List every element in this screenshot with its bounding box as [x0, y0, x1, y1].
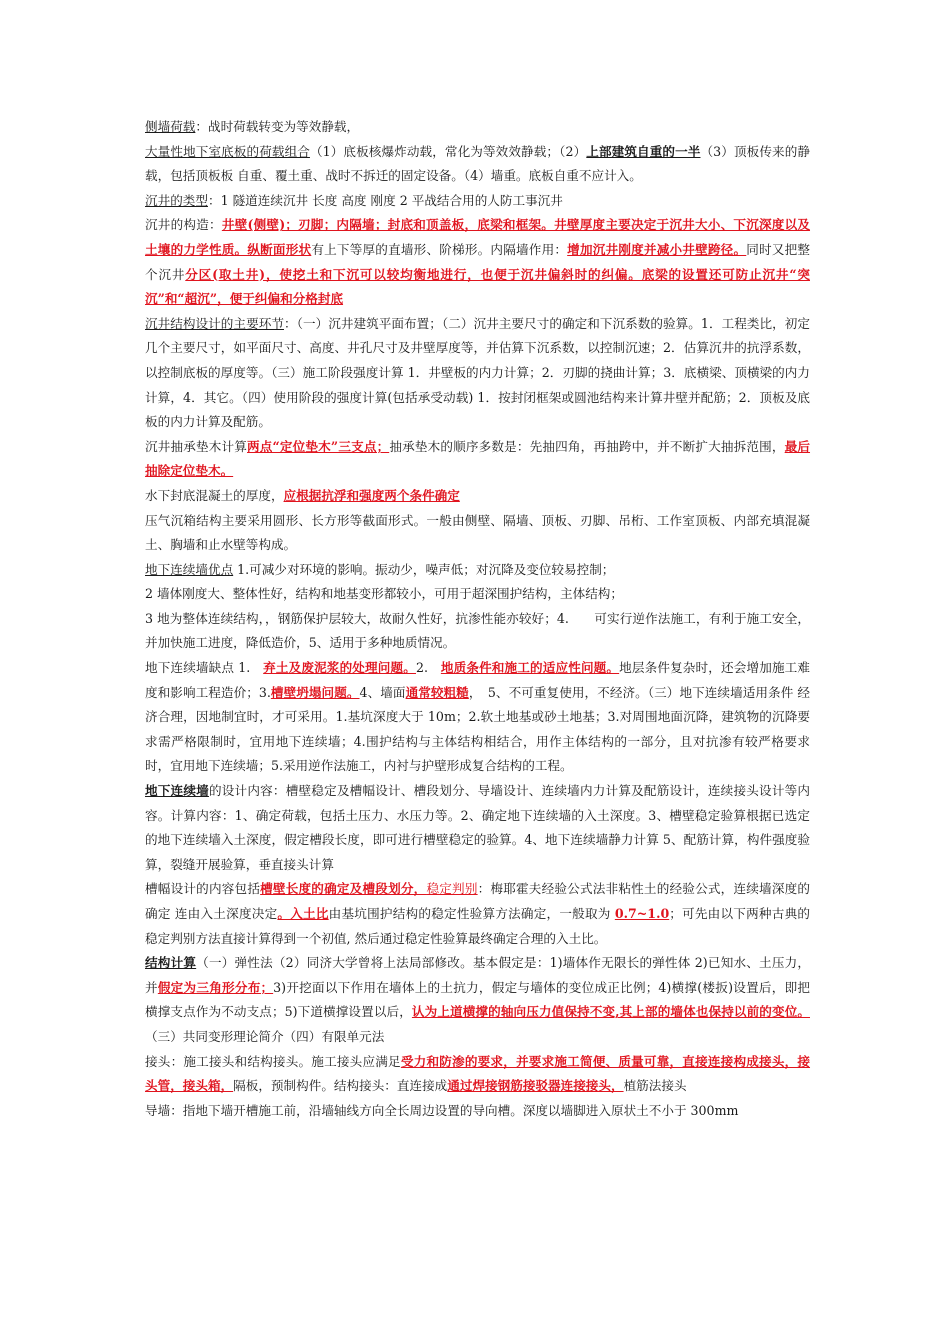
- text-run: 大量性地下室底板的荷载组合: [145, 143, 310, 159]
- text-run: （3）顶板传来的静载，包括顶板板 自重、覆土重、战时不拆迁的固定设备。（4）墙重。底板自重不应计入。: [145, 143, 810, 184]
- text-run: 2 墙体刚度大、整体性好，结构和地基变形都较小，可用于超深围护结构，主体结构；: [145, 586, 623, 602]
- text-run: 接头：施工接头和结构接头。施工接头应满足: [145, 1053, 401, 1069]
- text-run: 沉井结构设计的主要环节: [145, 315, 284, 331]
- paragraph: [145, 607, 810, 656]
- text-run: ：（一）沉井建筑平面布置；（二）沉井主要尺寸的确定和下沉系数的验算。1．工程类比，初定几个主要尺寸，如平面尺寸、高度、井孔尺寸及井壁厚度等，并估算下沉系数，以控制沉速；2．估算沉井的抗浮系数，以控制底板的厚度等。（三）施工阶段强度计算 1．井壁板的内力计算；2．刃脚的挠曲计算；3．底横梁、顶横梁的内力计算，4．其它。（四）使用阶段的强度计算(包括承受动载) 1．按封闭框架或圆池结构来计算井壁并配筋；2．顶板及底板的内力计算及配筋。: [145, 315, 811, 430]
- text-run: 同时又把整个沉井: [145, 241, 811, 282]
- text-run: 1.可减少对环境的影响。振动少，噪声低；对沉降及变位较易控制；: [233, 561, 615, 577]
- text-run: 有上下等厚的直墙形、阶梯形。内隔墙作用：: [311, 241, 568, 257]
- text-run: ：1 隧道连续沉井 长度 高度 刚度 2 平战结合用的人防工事沉井: [207, 192, 563, 208]
- text-run: 地下连续墙: [145, 783, 209, 799]
- text-run: ；可先由以下两种古典的稳定判别方法直接计算得到一个初值, 然后通过稳定性验算最终确定合理的入土比。: [145, 906, 810, 946]
- highlighted-text: 应根据抗浮和强度两个条件确定: [283, 487, 460, 503]
- text-run: 2.: [415, 660, 441, 676]
- highlighted-text: 。入土比: [277, 906, 329, 921]
- paragraph: [145, 312, 810, 435]
- paragraph: [145, 1099, 810, 1124]
- text-run: 沉井的类型: [145, 192, 208, 208]
- text-run: 结构计算: [145, 955, 197, 971]
- text-run: 植筋法接头: [623, 1078, 687, 1094]
- text-run: 地下连续墙优点: [145, 561, 234, 577]
- highlighted-text: 最后抽除定位垫木。: [145, 438, 811, 479]
- highlighted-text: 通过焊接钢筋接驳器连接接头，: [447, 1078, 624, 1094]
- paragraph: [145, 951, 810, 1049]
- document-body: [145, 115, 810, 1123]
- text-run: 导墙：指地下墙开槽施工前，沿墙轴线方向全长周边设置的导向槽。深度以墙脚进入原状土不小于 300mm: [145, 1102, 739, 1118]
- text-run: 侧墙荷载: [145, 119, 196, 134]
- paragraph: [145, 656, 810, 779]
- paragraph: [145, 213, 810, 311]
- text-run: 的设计内容：槽壁稳定及槽幅设计、槽段划分、导墙设计、连续墙内力计算及配筋设计，连续接头设计等内容。计算内容：1、确定荷载，包括土压力、水压力等。2、确定地下连续墙的入土深度。3、槽壁稳定验算根据已选定的地下连续墙入土深度，假定槽段长度，即可进行槽壁稳定的验算。4、地下连续墙静力计算 5、配筋计算，构件强度验算，裂缝开展验算，垂直接头计算: [145, 783, 811, 872]
- paragraph: [145, 1050, 810, 1099]
- highlighted-text: 分区(取土井)，使挖土和下沉可以较均衡地进行，也便于沉井偏斜时的纠偏。底梁的设置还可防止沉井“突沉”和“超沉”，便于纠偏和分格封底: [145, 266, 810, 307]
- highlighted-text: 弃土及废泥浆的处理问题。: [263, 660, 416, 676]
- highlighted-text: 认为上道横撑的轴向压力值保持不变,其上部的墙体也保持以前的变位。: [411, 1004, 810, 1020]
- text-run: 地下连续墙缺点 1.: [145, 660, 264, 676]
- highlighted-text: 0.7~1.0: [614, 906, 670, 921]
- paragraph: [145, 189, 810, 214]
- paragraph: [145, 509, 810, 558]
- paragraph: [145, 558, 810, 583]
- highlighted-text: 稳定判别: [426, 881, 478, 897]
- highlighted-text: 两点“定位垫木”三支点；: [247, 438, 390, 454]
- text-run: 地层条件复杂时，还会增加施工难度和影响工程造价；3.: [145, 660, 810, 700]
- highlighted-text: 增加沉井刚度并减小井壁跨径。: [567, 241, 747, 257]
- highlighted-text: 槽壁长度的确定及槽段划分，: [260, 881, 427, 897]
- highlighted-text: 受力和防渗的要求，并要求施工简便、质量可靠，直接连接构成接头，接头管，接头箱，: [145, 1053, 811, 1094]
- text-run: 抽承垫木的顺序多数是：先抽四角，再抽跨中，并不断扩大抽拆范围，: [389, 438, 785, 454]
- text-run: （三）共同变形理论简介（四）有限单元法: [145, 1028, 385, 1044]
- text-run: 上部建筑自重的一半: [586, 143, 701, 159]
- paragraph: [145, 779, 810, 877]
- text-run: 槽幅设计的内容包括: [145, 881, 261, 897]
- text-run: 由基坑围护结构的稳定性验算方法确定，一般取为: [328, 906, 615, 921]
- highlighted-text: 地质条件和施工的适应性问题。: [440, 660, 620, 676]
- text-run: （一）弹性法（2）同济大学曾将上法局部修改。基本假定是：1)墙体作无限长的弹性体 2)已知水、土压力，并: [145, 955, 811, 995]
- text-run: 水下封底混凝土的厚度，: [145, 487, 284, 503]
- text-run: 沉井抽承垫木计算: [145, 438, 248, 454]
- highlighted-text: 假定为三角形分布；: [157, 979, 274, 995]
- text-run: 3 地为整体连续结构，，钢筋保护层较大，故耐久性好，抗渗性能亦较好；4. 可实行逆作法施工，有利于施工安全，并加快施工进度，降低造价，5、适用于多种地质情况。: [145, 610, 810, 651]
- text-run: 压气沉箱结构主要采用圆形、长方形等截面形式。一般由侧壁、隔墙、顶板、刃脚、吊桁、工作室顶板、内部充填混凝土、胸墙和止水壁等构成。: [145, 512, 810, 553]
- text-run: 沉井的构造：: [145, 217, 222, 233]
- text-run: ， 5、不可重复使用，不经济。（三）地下连续墙适用条件 经济合理，因地制宜时，才可采用。1.基坑深度大于 10m；2.软土地基或砂土地基；3.对周围地面沉降，建筑物的沉降要求需严格限制时，宜用地下连续墙；4.围护结构与主体结构相结合，用作主体结构的一部分，且对抗渗有较严格要求时，宜用地下连续墙；5.采用逆作法施工，内衬与护壁形成复合结构的工程。: [145, 684, 811, 774]
- paragraph: [145, 484, 810, 509]
- highlighted-text: 通常较粗糙: [405, 684, 469, 700]
- paragraph: [145, 582, 810, 607]
- text-run: 3)开挖面以下作用在墙体上的土抗力，假定与墙体的变位成正比例；4)横撑(楼扳)设置后，即把横撑支点作为不动支点；5)下道横撑设置以后，: [145, 979, 811, 1020]
- highlighted-text: 槽壁坍塌问题。: [270, 684, 360, 700]
- paragraph: [145, 140, 810, 189]
- paragraph: [145, 877, 810, 951]
- paragraph: [145, 115, 810, 140]
- text-run: （1）底板核爆炸动载，常化为等效效静载；（2）: [309, 143, 587, 159]
- paragraph: [145, 435, 810, 484]
- text-run: ：战时荷载转变为等效静载，: [195, 119, 360, 134]
- text-run: ：梅耶霍夫经验公式法非粘性土的经验公式，连续墙深度的确定 连由入土深度决定: [145, 881, 811, 921]
- highlighted-text: 井壁(侧壁)；刃脚；内隔墙；封底和顶盖板，底梁和框架。井壁厚度主要决定于沉井大小、下沉深度以及土壤的力学性质。纵断面形状: [145, 217, 811, 257]
- text-run: 4、墙面: [359, 684, 406, 700]
- text-run: 隔板，预制构件。结构接头：直连接成: [233, 1078, 448, 1094]
